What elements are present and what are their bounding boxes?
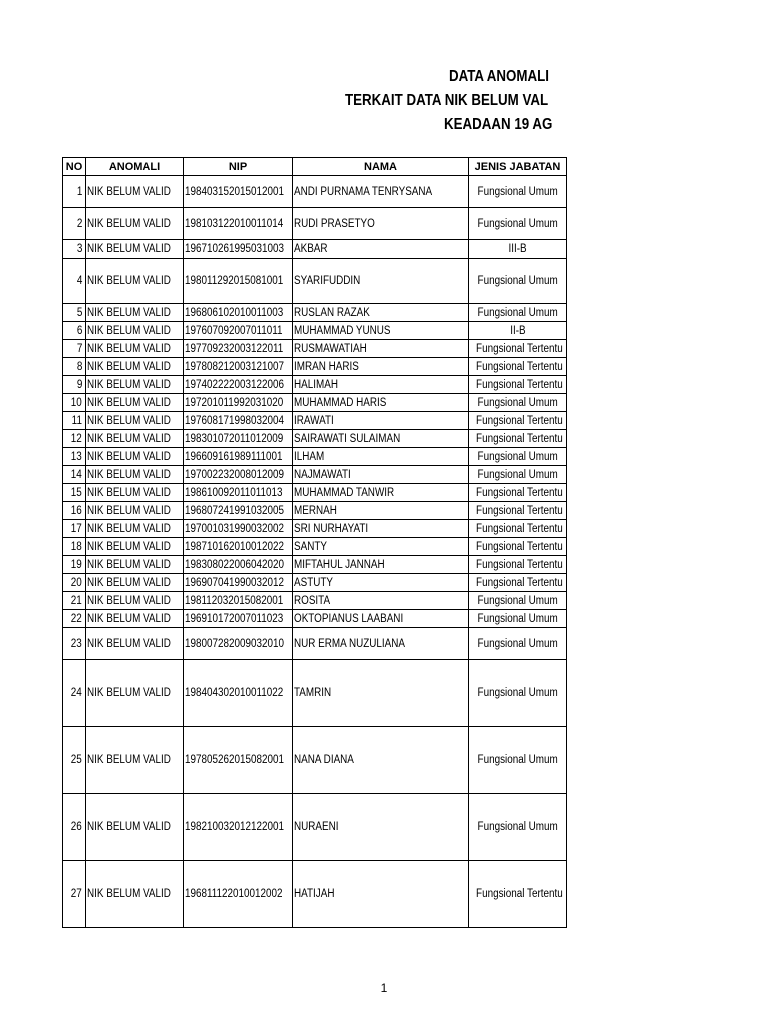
table-row <box>63 592 567 610</box>
cell-jenis-jabatan: III-B <box>469 240 567 259</box>
column-header-nama: NAMA <box>293 158 469 176</box>
cell-anomali: NIK BELUM VALID <box>86 448 184 466</box>
table-row <box>63 412 567 430</box>
cell-jenis-jabatan: Fungsional Umum <box>469 304 567 322</box>
cell-anomali: NIK BELUM VALID <box>86 304 184 322</box>
table-row <box>63 240 567 259</box>
cell-anomali: NIK BELUM VALID <box>86 592 184 610</box>
cell-no: 1 <box>63 176 86 208</box>
cell-jenis-jabatan: Fungsional Tertentu <box>469 430 567 448</box>
cell-nip: 197402222003122006 <box>184 376 293 394</box>
cell-jenis-jabatan: Fungsional Umum <box>469 592 567 610</box>
cell-nip: 197805262015082001 <box>184 727 293 794</box>
cell-anomali: NIK BELUM VALID <box>86 556 184 574</box>
cell-nama: ASTUTY <box>293 574 469 592</box>
cell-no: 27 <box>63 861 86 928</box>
cell-jenis-jabatan: Fungsional Tertentu <box>469 556 567 574</box>
column-header-jenis-jabatan: JENIS JABATAN <box>469 158 567 176</box>
cell-nama: SANTY <box>293 538 469 556</box>
cell-anomali: NIK BELUM VALID <box>86 660 184 727</box>
cell-jenis-jabatan: Fungsional Tertentu <box>469 376 567 394</box>
cell-nip: 198210032012122001 <box>184 794 293 861</box>
cell-nama: SRI NURHAYATI <box>293 520 469 538</box>
cell-nip: 196609161989111001 <box>184 448 293 466</box>
table-row <box>63 660 567 727</box>
column-header-no: NO <box>63 158 86 176</box>
cell-anomali: NIK BELUM VALID <box>86 484 184 502</box>
cell-no: 19 <box>63 556 86 574</box>
table-row <box>63 556 567 574</box>
cell-no: 17 <box>63 520 86 538</box>
cell-anomali: NIK BELUM VALID <box>86 628 184 660</box>
cell-jenis-jabatan: Fungsional Tertentu <box>469 574 567 592</box>
table-row <box>63 340 567 358</box>
cell-jenis-jabatan: Fungsional Tertentu <box>469 502 567 520</box>
table-row <box>63 794 567 861</box>
cell-jenis-jabatan: Fungsional Umum <box>469 660 567 727</box>
cell-nama: SAIRAWATI SULAIMAN <box>293 430 469 448</box>
cell-no: 18 <box>63 538 86 556</box>
cell-nip: 196910172007011023 <box>184 610 293 628</box>
cell-nip: 197709232003122011 <box>184 340 293 358</box>
table-row <box>63 502 567 520</box>
cell-jenis-jabatan: Fungsional Tertentu <box>469 412 567 430</box>
table-row <box>63 466 567 484</box>
table-row <box>63 538 567 556</box>
cell-no: 25 <box>63 727 86 794</box>
cell-jenis-jabatan: Fungsional Umum <box>469 628 567 660</box>
cell-anomali: NIK BELUM VALID <box>86 322 184 340</box>
cell-anomali: NIK BELUM VALID <box>86 520 184 538</box>
table-row <box>63 322 567 340</box>
cell-nama: RUSMAWATIAH <box>293 340 469 358</box>
cell-jenis-jabatan: Fungsional Umum <box>469 448 567 466</box>
cell-nip: 198404302010011022 <box>184 660 293 727</box>
cell-jenis-jabatan: Fungsional Tertentu <box>469 340 567 358</box>
cell-no: 8 <box>63 358 86 376</box>
table-row <box>63 574 567 592</box>
cell-nama: ILHAM <box>293 448 469 466</box>
cell-nama: MUHAMMAD YUNUS <box>293 322 469 340</box>
document-header <box>0 68 768 148</box>
cell-nip: 197607092007011011 <box>184 322 293 340</box>
cell-nip: 198308022006042020 <box>184 556 293 574</box>
table-row <box>63 208 567 240</box>
cell-no: 16 <box>63 502 86 520</box>
cell-anomali: NIK BELUM VALID <box>86 412 184 430</box>
cell-nip: 196806102010011003 <box>184 304 293 322</box>
cell-anomali: NIK BELUM VALID <box>86 376 184 394</box>
cell-jenis-jabatan: Fungsional Umum <box>469 610 567 628</box>
document-date-line: KEADAAN 19 AG <box>444 116 553 133</box>
cell-nip: 197201011992031020 <box>184 394 293 412</box>
cell-nip: 196907041990032012 <box>184 574 293 592</box>
cell-jenis-jabatan: Fungsional Tertentu <box>469 538 567 556</box>
cell-anomali: NIK BELUM VALID <box>86 502 184 520</box>
cell-nama: SYARIFUDDIN <box>293 259 469 304</box>
cell-nama: NUR ERMA NUZULIANA <box>293 628 469 660</box>
cell-no: 6 <box>63 322 86 340</box>
cell-no: 14 <box>63 466 86 484</box>
cell-anomali: NIK BELUM VALID <box>86 538 184 556</box>
table-row <box>63 484 567 502</box>
cell-nama: NANA DIANA <box>293 727 469 794</box>
cell-anomali: NIK BELUM VALID <box>86 574 184 592</box>
cell-nip: 197808212003121007 <box>184 358 293 376</box>
cell-nip: 198011292015081001 <box>184 259 293 304</box>
cell-nama: MUHAMMAD HARIS <box>293 394 469 412</box>
cell-anomali: NIK BELUM VALID <box>86 358 184 376</box>
table-row <box>63 448 567 466</box>
cell-nama: MERNAH <box>293 502 469 520</box>
cell-no: 22 <box>63 610 86 628</box>
cell-nama: MIFTAHUL JANNAH <box>293 556 469 574</box>
table-header-row <box>63 158 567 176</box>
cell-anomali: NIK BELUM VALID <box>86 208 184 240</box>
cell-nama: RUSLAN RAZAK <box>293 304 469 322</box>
cell-anomali: NIK BELUM VALID <box>86 727 184 794</box>
table-row <box>63 628 567 660</box>
cell-nip: 198403152015012001 <box>184 176 293 208</box>
cell-no: 26 <box>63 794 86 861</box>
cell-no: 7 <box>63 340 86 358</box>
cell-nama: ROSITA <box>293 592 469 610</box>
cell-nip: 196807241991032005 <box>184 502 293 520</box>
cell-nama: HATIJAH <box>293 861 469 928</box>
cell-nama: OKTOPIANUS LAABANI <box>293 610 469 628</box>
cell-nama: MUHAMMAD TANWIR <box>293 484 469 502</box>
table-row <box>63 727 567 794</box>
cell-nip: 198301072011012009 <box>184 430 293 448</box>
anomaly-table <box>62 157 567 928</box>
cell-anomali: NIK BELUM VALID <box>86 610 184 628</box>
column-header-anomali: ANOMALI <box>86 158 184 176</box>
cell-nama: NURAENI <box>293 794 469 861</box>
cell-jenis-jabatan: Fungsional Umum <box>469 394 567 412</box>
cell-anomali: NIK BELUM VALID <box>86 259 184 304</box>
cell-nama: IMRAN HARIS <box>293 358 469 376</box>
table-row <box>63 259 567 304</box>
cell-nama: RUDI PRASETYO <box>293 208 469 240</box>
cell-no: 3 <box>63 240 86 259</box>
cell-no: 20 <box>63 574 86 592</box>
table-row <box>63 304 567 322</box>
table-row <box>63 861 567 928</box>
cell-nama: HALIMAH <box>293 376 469 394</box>
column-header-nip: NIP <box>184 158 293 176</box>
cell-nama: ANDI PURNAMA TENRYSANA <box>293 176 469 208</box>
cell-nama: IRAWATI <box>293 412 469 430</box>
cell-anomali: NIK BELUM VALID <box>86 394 184 412</box>
document-subtitle: TERKAIT DATA NIK BELUM VAL <box>345 92 549 109</box>
cell-no: 12 <box>63 430 86 448</box>
cell-nip: 198112032015082001 <box>184 592 293 610</box>
cell-no: 10 <box>63 394 86 412</box>
cell-no: 11 <box>63 412 86 430</box>
cell-anomali: NIK BELUM VALID <box>86 466 184 484</box>
cell-no: 21 <box>63 592 86 610</box>
table-row <box>63 430 567 448</box>
cell-anomali: NIK BELUM VALID <box>86 340 184 358</box>
cell-no: 23 <box>63 628 86 660</box>
cell-jenis-jabatan: Fungsional Umum <box>469 176 567 208</box>
cell-no: 15 <box>63 484 86 502</box>
table-row <box>63 610 567 628</box>
cell-jenis-jabatan: Fungsional Tertentu <box>469 358 567 376</box>
cell-nip: 196710261995031003 <box>184 240 293 259</box>
cell-nip: 198710162010012022 <box>184 538 293 556</box>
table-row <box>63 394 567 412</box>
table-row <box>63 376 567 394</box>
cell-jenis-jabatan: Fungsional Umum <box>469 259 567 304</box>
cell-nip: 197002232008012009 <box>184 466 293 484</box>
cell-nip: 197608171998032004 <box>184 412 293 430</box>
cell-anomali: NIK BELUM VALID <box>86 794 184 861</box>
cell-jenis-jabatan: Fungsional Tertentu <box>469 861 567 928</box>
cell-nip: 196811122010012002 <box>184 861 293 928</box>
cell-jenis-jabatan: Fungsional Umum <box>469 208 567 240</box>
cell-nama: TAMRIN <box>293 660 469 727</box>
cell-no: 5 <box>63 304 86 322</box>
cell-jenis-jabatan: Fungsional Tertentu <box>469 520 567 538</box>
table-row <box>63 520 567 538</box>
cell-no: 4 <box>63 259 86 304</box>
table-row <box>63 358 567 376</box>
cell-no: 9 <box>63 376 86 394</box>
table-body <box>63 176 567 928</box>
cell-jenis-jabatan: II-B <box>469 322 567 340</box>
page-number: 1 <box>380 981 388 995</box>
cell-nip: 198103122010011014 <box>184 208 293 240</box>
cell-jenis-jabatan: Fungsional Umum <box>469 794 567 861</box>
cell-no: 13 <box>63 448 86 466</box>
cell-anomali: NIK BELUM VALID <box>86 861 184 928</box>
cell-jenis-jabatan: Fungsional Umum <box>469 466 567 484</box>
cell-nip: 198610092011011013 <box>184 484 293 502</box>
cell-nip: 197001031990032002 <box>184 520 293 538</box>
cell-no: 2 <box>63 208 86 240</box>
cell-anomali: NIK BELUM VALID <box>86 430 184 448</box>
table-row <box>63 176 567 208</box>
cell-anomali: NIK BELUM VALID <box>86 240 184 259</box>
cell-nama: NAJMAWATI <box>293 466 469 484</box>
cell-nip: 198007282009032010 <box>184 628 293 660</box>
cell-nama: AKBAR <box>293 240 469 259</box>
cell-anomali: NIK BELUM VALID <box>86 176 184 208</box>
cell-jenis-jabatan: Fungsional Tertentu <box>469 484 567 502</box>
cell-jenis-jabatan: Fungsional Umum <box>469 727 567 794</box>
cell-no: 24 <box>63 660 86 727</box>
document-title: DATA ANOMALI <box>449 68 549 85</box>
